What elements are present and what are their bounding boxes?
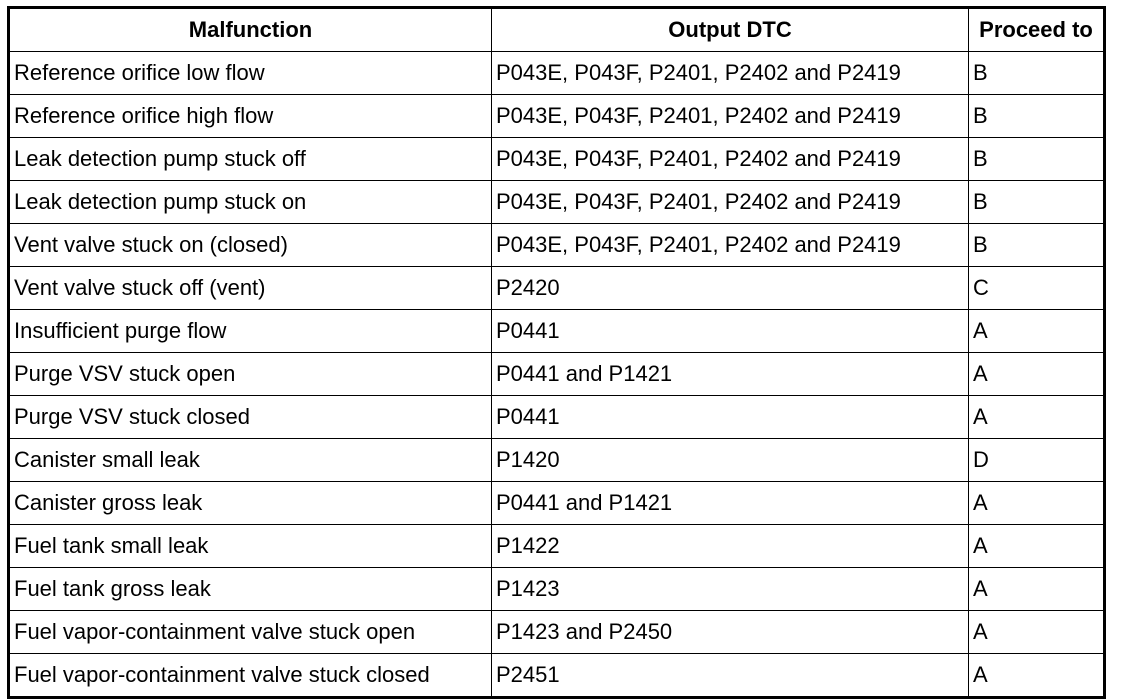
malfunction-dtc-table xyxy=(7,6,1106,699)
cell-malfunction: Vent valve stuck off (vent) xyxy=(9,267,492,310)
table-row xyxy=(9,654,1105,698)
cell-proceed-to: A xyxy=(969,525,1105,568)
cell-proceed-to: B xyxy=(969,224,1105,267)
table-row xyxy=(9,224,1105,267)
cell-proceed-to: B xyxy=(969,95,1105,138)
header-output-dtc: Output DTC xyxy=(492,8,969,52)
cell-proceed-to: A xyxy=(969,310,1105,353)
cell-malfunction: Fuel tank small leak xyxy=(9,525,492,568)
cell-malfunction: Leak detection pump stuck on xyxy=(9,181,492,224)
table-row xyxy=(9,52,1105,95)
table-row xyxy=(9,525,1105,568)
cell-output-dtc: P043E, P043F, P2401, P2402 and P2419 xyxy=(492,52,969,95)
cell-malfunction: Canister small leak xyxy=(9,439,492,482)
cell-malfunction: Purge VSV stuck open xyxy=(9,353,492,396)
cell-malfunction: Fuel vapor-containment valve stuck open xyxy=(9,611,492,654)
table-row xyxy=(9,310,1105,353)
cell-proceed-to: A xyxy=(969,654,1105,698)
cell-malfunction: Leak detection pump stuck off xyxy=(9,138,492,181)
table-row xyxy=(9,138,1105,181)
cell-malfunction: Fuel vapor-containment valve stuck closed xyxy=(9,654,492,698)
table-row xyxy=(9,439,1105,482)
cell-proceed-to: D xyxy=(969,439,1105,482)
cell-output-dtc: P043E, P043F, P2401, P2402 and P2419 xyxy=(492,138,969,181)
cell-malfunction: Purge VSV stuck closed xyxy=(9,396,492,439)
cell-output-dtc: P1422 xyxy=(492,525,969,568)
cell-malfunction: Vent valve stuck on (closed) xyxy=(9,224,492,267)
cell-proceed-to: B xyxy=(969,138,1105,181)
table-row xyxy=(9,353,1105,396)
cell-output-dtc: P043E, P043F, P2401, P2402 and P2419 xyxy=(492,95,969,138)
cell-output-dtc: P1423 xyxy=(492,568,969,611)
cell-output-dtc: P2451 xyxy=(492,654,969,698)
table-row xyxy=(9,611,1105,654)
cell-proceed-to: B xyxy=(969,181,1105,224)
cell-output-dtc: P043E, P043F, P2401, P2402 and P2419 xyxy=(492,224,969,267)
cell-output-dtc: P2420 xyxy=(492,267,969,310)
table-body xyxy=(9,52,1105,698)
table-row xyxy=(9,396,1105,439)
cell-output-dtc: P1420 xyxy=(492,439,969,482)
cell-proceed-to: A xyxy=(969,353,1105,396)
cell-malfunction: Reference orifice low flow xyxy=(9,52,492,95)
table-header-row xyxy=(9,8,1105,52)
cell-malfunction: Reference orifice high flow xyxy=(9,95,492,138)
table-row xyxy=(9,267,1105,310)
cell-proceed-to: C xyxy=(969,267,1105,310)
cell-malfunction: Canister gross leak xyxy=(9,482,492,525)
cell-malfunction: Fuel tank gross leak xyxy=(9,568,492,611)
cell-proceed-to: A xyxy=(969,568,1105,611)
cell-output-dtc: P0441 xyxy=(492,396,969,439)
cell-proceed-to: A xyxy=(969,482,1105,525)
cell-output-dtc: P1423 and P2450 xyxy=(492,611,969,654)
table-row xyxy=(9,181,1105,224)
cell-output-dtc: P0441 and P1421 xyxy=(492,353,969,396)
cell-proceed-to: A xyxy=(969,396,1105,439)
cell-proceed-to: A xyxy=(969,611,1105,654)
table-row xyxy=(9,568,1105,611)
table-row xyxy=(9,95,1105,138)
header-proceed-to: Proceed to xyxy=(969,8,1105,52)
cell-output-dtc: P0441 and P1421 xyxy=(492,482,969,525)
cell-malfunction: Insufficient purge flow xyxy=(9,310,492,353)
cell-proceed-to: B xyxy=(969,52,1105,95)
table-row xyxy=(9,482,1105,525)
header-malfunction: Malfunction xyxy=(9,8,492,52)
cell-output-dtc: P0441 xyxy=(492,310,969,353)
cell-output-dtc: P043E, P043F, P2401, P2402 and P2419 xyxy=(492,181,969,224)
